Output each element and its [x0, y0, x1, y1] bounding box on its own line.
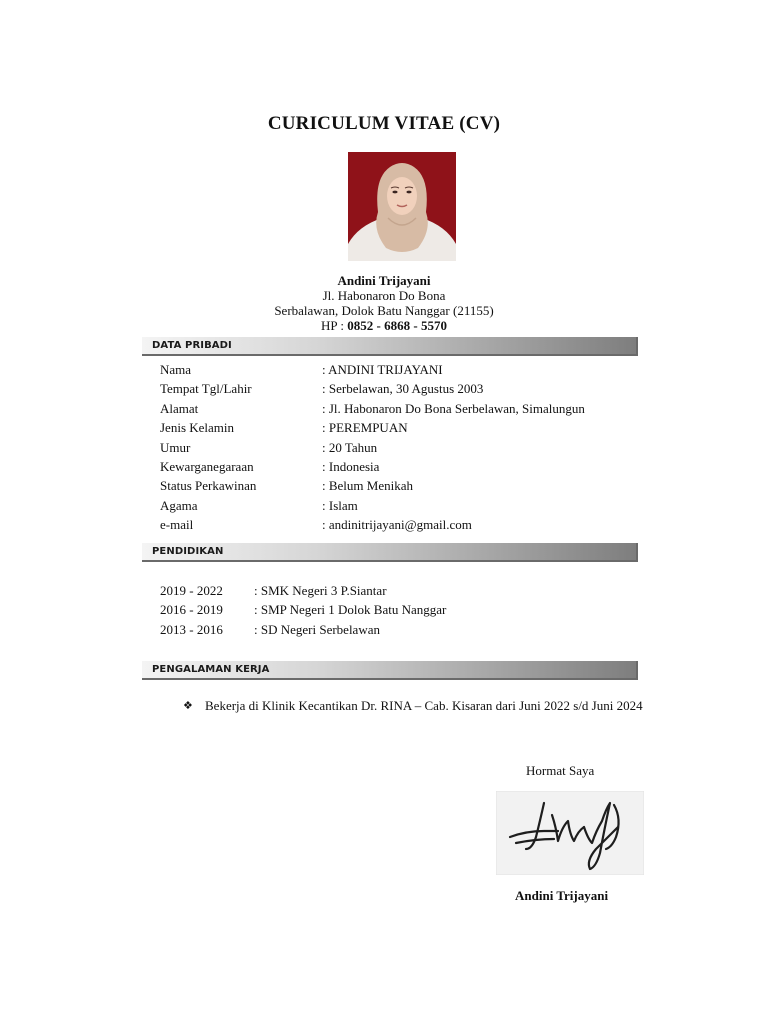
personal-label: Jenis Kelamin — [160, 420, 235, 436]
phone-line — [0, 318, 768, 333]
personal-label: Status Perkawinan — [160, 478, 257, 494]
address-line-2: Serbalawan, Dolok Batu Nanggar (21155) — [274, 303, 494, 318]
personal-label: Nama — [160, 362, 192, 377]
document-title: CURICULUM VITAE (CV) — [267, 113, 501, 134]
personal-label: Kewarganegaraan — [160, 458, 254, 474]
email-value: : andinitrijayani@gmail.com — [322, 517, 472, 533]
personal-value: : Indonesia — [322, 458, 380, 474]
applicant-name: Andini Trijayani — [337, 273, 431, 288]
personal-value: : Islam — [322, 497, 358, 513]
education-school: : SMK Negeri 3 P.Siantar — [254, 583, 387, 598]
phone-label: HP : — [321, 318, 348, 333]
personal-label: Tempat Tgl/Lahir — [160, 381, 252, 397]
education-school: : SMP Negeri 1 Dolok Batu Nanggar — [254, 602, 447, 618]
personal-value: : Serbelawan, 30 Agustus 2003 — [322, 381, 484, 397]
personal-value: : 20 Tahun — [322, 439, 378, 455]
experience-list — [183, 696, 661, 715]
personal-label: Umur — [160, 439, 191, 455]
section-bar-pendidikan — [142, 543, 638, 562]
section-bar-pengalaman-kerja — [142, 661, 638, 680]
personal-value: : Jl. Habonaron Do Bona Serbelawan, Simalungun — [322, 400, 585, 416]
personal-value: : PEREMPUAN — [322, 420, 408, 436]
education-years: 2016 - 2019 — [160, 602, 223, 618]
phone-number: 0852 - 6868 - 5570 — [347, 318, 447, 333]
education-school: : SD Negeri Serbelawan — [254, 621, 380, 637]
education-years: 2019 - 2022 — [160, 583, 223, 598]
signer-name: Andini Trijayani — [515, 888, 609, 903]
personal-label: Alamat — [160, 400, 199, 416]
personal-label: e-mail — [160, 517, 194, 533]
section-heading-pendidikan: PENDIDIKAN — [152, 546, 224, 557]
closing-regards: Hormat Saya — [526, 763, 595, 778]
diamond-bullet-icon: ❖ — [183, 699, 193, 712]
personal-label: Agama — [160, 497, 198, 513]
section-heading-data-pribadi: DATA PRIBADI — [152, 340, 232, 351]
section-bar-data-pribadi — [142, 337, 638, 356]
experience-item: Bekerja di Klinik Kecantikan Dr. RINA – Cab. Kisaran dari Juni 2022 s/d Juni 2024 — [205, 698, 643, 713]
signature-image — [496, 791, 644, 875]
personal-value: : ANDINI TRIJAYANI — [322, 362, 443, 377]
education-years: 2013 - 2016 — [160, 621, 223, 637]
personal-value: : Belum Menikah — [322, 478, 413, 494]
section-heading-pengalaman-kerja: PENGALAMAN KERJA — [152, 664, 270, 675]
contact-header — [0, 273, 768, 333]
profile-photo — [348, 152, 456, 261]
address-line-1: Jl. Habonaron Do Bona — [322, 288, 446, 303]
